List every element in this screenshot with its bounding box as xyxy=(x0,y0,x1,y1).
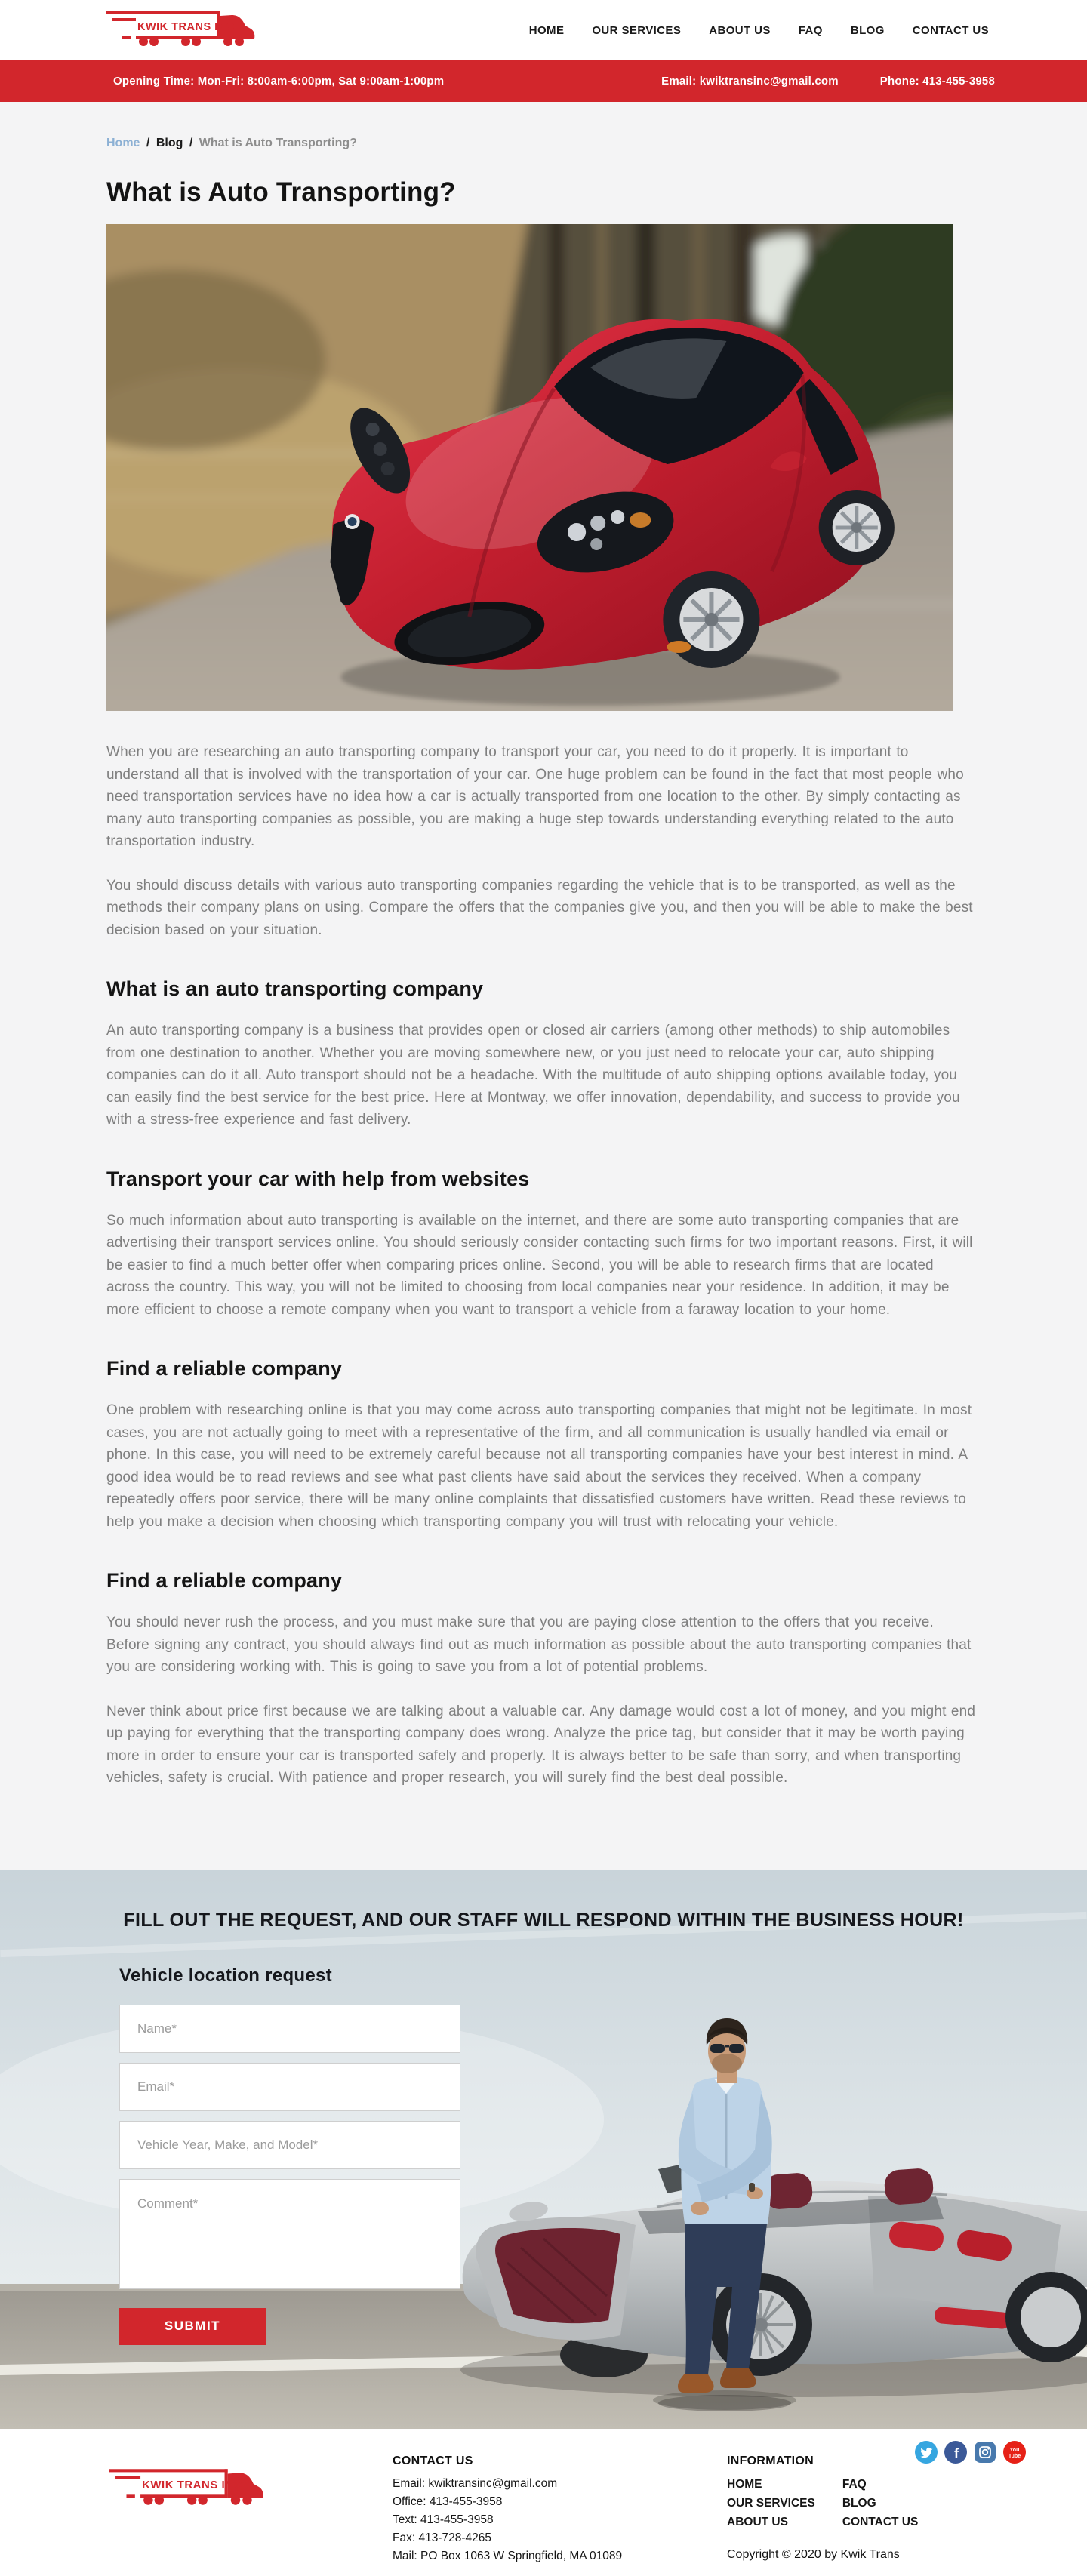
email-field[interactable] xyxy=(119,2063,460,2111)
article-paragraph: So much information about auto transporting is available on the internet, and there are some auto transporting companies that are advertising their transport services online. You should seriously consider contacting such firms for two important reasons. First, it will be easier to find a much better offer when comparing prices online. Second, you will be able to research firms that are located across the country. This way, you will not be limited to choosing from local companies near your residence. In addition, it may be more efficient to choose a remote company when you want to transport a vehicle from a faraway location to your home. xyxy=(106,1212,973,1318)
contact-fax: Fax: 413-728-4265 xyxy=(393,2531,491,2544)
truck-logo-icon xyxy=(108,2463,266,2511)
name-field[interactable] xyxy=(119,2005,460,2053)
contact-us-title: CONTACT US xyxy=(393,2454,473,2467)
nav-about-us[interactable]: ABOUT US xyxy=(709,23,771,37)
contact-mail: Mail: PO Box 1063 W Springfield, MA 01089 xyxy=(393,2549,623,2562)
svg-text:Tube: Tube xyxy=(1008,2453,1021,2459)
section-heading: What is an auto transporting company xyxy=(106,977,484,1000)
nav-blog[interactable]: BLOG xyxy=(850,23,885,37)
breadcrumb-current: What is Auto Transporting? xyxy=(199,137,357,149)
article-paragraph: You should never rush the process, and you must make sure that you are paying close attention to the offers that you receive. Before signing any contract, you should always find out as much information as possible about the auto transporting companies that you are considering working with. This is going to save you from a lot of potential problems. xyxy=(106,1614,972,1675)
breadcrumb xyxy=(106,137,981,150)
truck-logo-icon xyxy=(106,5,257,52)
request-section xyxy=(0,1870,1087,2429)
footer-link-contact-us[interactable]: CONTACT US xyxy=(842,2515,919,2528)
comment-field[interactable] xyxy=(119,2179,460,2289)
footer-link-blog[interactable]: BLOG xyxy=(842,2496,876,2510)
article-paragraph: You should discuss details with various auto transporting companies regarding the vehicle that is to be transported, as well as the methods their company plans on using. Compare the offers that the companies give you, and then you will be able to make the best decision based on your situation. xyxy=(106,877,973,938)
svg-text:f: f xyxy=(954,2445,959,2461)
submit-button[interactable]: SUBMIT xyxy=(119,2308,266,2345)
main-nav xyxy=(529,24,989,37)
vehicle-location-form xyxy=(119,1965,460,2345)
info-bar-email: Email: kwiktransinc@gmail.com xyxy=(661,75,839,88)
form-title: Vehicle location request xyxy=(119,1965,332,1986)
article-paragraph: When you are researching an auto transporting company to transport your car, you need to do it properly. It is important to understand all that is involved with the transportation of your car. One huge problem can be found in the fact that most people who need transportation services have no idea how a car is actually transported from one location to the other. By simply contacting as many auto transporting companies as possible, you are making a huge step towards understanding everything related to the auto transportation industry. xyxy=(106,744,964,849)
breadcrumb-blog-link[interactable]: Blog xyxy=(156,137,183,149)
article-section xyxy=(0,102,1087,1870)
footer-link-our-services[interactable]: OUR SERVICES xyxy=(727,2496,815,2510)
request-banner: FILL OUT THE REQUEST, AND OUR STAFF WILL RESPOND WITHIN THE BUSINESS HOUR! xyxy=(123,1909,964,1931)
nav-contact-us[interactable]: CONTACT US xyxy=(912,23,989,37)
article-paragraph: One problem with researching online is that you may come across auto transporting companies that might not be legitimate. In most cases, you are not actually going to meet with a representative of the firm, and all communication is usually handled via email or phone. In this case, you will need to be extremely careful because not all transporting companies have your best interest in mind. A good idea would be to read reviews and see what past clients have said about the services they received. When a company repeatedly offers poor service, there will be many online complaints that dissatisfied customers have written. Read these reviews to help you make a decision when choosing which transporting company you will trust with relocating your vehicle. xyxy=(106,1402,972,1530)
social-links xyxy=(915,2441,1026,2464)
instagram-icon[interactable] xyxy=(974,2441,996,2464)
section-heading: Transport your car with help from websites xyxy=(106,1167,530,1190)
information-title: INFORMATION xyxy=(727,2454,814,2467)
breadcrumb-home-link[interactable]: Home xyxy=(106,137,140,149)
footer-information-column xyxy=(727,2454,918,2531)
nav-our-services[interactable]: OUR SERVICES xyxy=(592,23,682,37)
article-paragraph: Never think about price first because we are talking about a valuable car. Any damage would cost a lot of money, and you might end up paying for everything that the transporting company does wrong. Analyze the price tag, but consider that it may be worth paying more in order to ensure your car is transported safely and properly. It is always better to be safe than sorry, and when transporting vehicles, safety is crucial. With patience and proper research, you will surely find the best deal possible. xyxy=(106,1703,976,1786)
svg-text:You: You xyxy=(1009,2447,1020,2453)
brand-logo[interactable] xyxy=(106,5,257,56)
copyright-text: Copyright © 2020 by Kwik Trans xyxy=(727,2547,900,2561)
site-header xyxy=(0,0,1087,60)
brand-name-text: KWIK TRANS INC xyxy=(142,2478,242,2491)
opening-hours: Opening Time: Mon-Fri: 8:00am-6:00pm, Sat 9:00am-1:00pm xyxy=(113,75,445,88)
section-heading: Find a reliable company xyxy=(106,1569,343,1592)
contact-text: Text: 413-455-3958 xyxy=(393,2513,494,2526)
contact-office: Office: 413-455-3958 xyxy=(393,2494,503,2508)
contact-email: Email: kwiktransinc@gmail.com xyxy=(393,2476,558,2490)
nav-faq[interactable]: FAQ xyxy=(798,23,823,37)
page-title: What is Auto Transporting? xyxy=(106,177,456,207)
footer-link-about-us[interactable]: ABOUT US xyxy=(727,2515,788,2528)
nav-home[interactable]: HOME xyxy=(528,23,565,37)
brand-name-text: KWIK TRANS INC xyxy=(137,20,235,33)
section-heading: Find a reliable company xyxy=(106,1357,343,1380)
site-footer xyxy=(0,2429,1087,2576)
article-body xyxy=(106,741,981,1790)
info-bar xyxy=(0,60,1087,102)
info-bar-phone: Phone: 413-455-3958 xyxy=(879,75,995,88)
article-paragraph: An auto transporting company is a business that provides open or closed air carriers (among other methods) to ship automobiles from one destination to another. Whether you are moving somewhere new, or you just need to relocate your car, auto shipping companies can do it all. Auto transport should not be a headache. With the multitude of auto shipping options available today, you can easily find the best service for the best price. Here at Montway, we offer innovation, dependability, and success to provide you with a stress-free experience and fast delivery. xyxy=(106,1023,960,1128)
breadcrumb-separator: / xyxy=(189,137,193,149)
hero-car-image xyxy=(106,224,953,711)
facebook-icon[interactable] xyxy=(944,2441,967,2464)
footer-brand-logo[interactable] xyxy=(108,2463,266,2515)
vehicle-field[interactable] xyxy=(119,2121,460,2169)
footer-link-faq[interactable]: FAQ xyxy=(842,2477,867,2491)
youtube-icon[interactable] xyxy=(1003,2441,1026,2464)
footer-contact-column xyxy=(393,2454,622,2565)
breadcrumb-separator: / xyxy=(146,137,150,149)
footer-link-home[interactable]: HOME xyxy=(727,2477,762,2491)
twitter-icon[interactable] xyxy=(915,2441,938,2464)
